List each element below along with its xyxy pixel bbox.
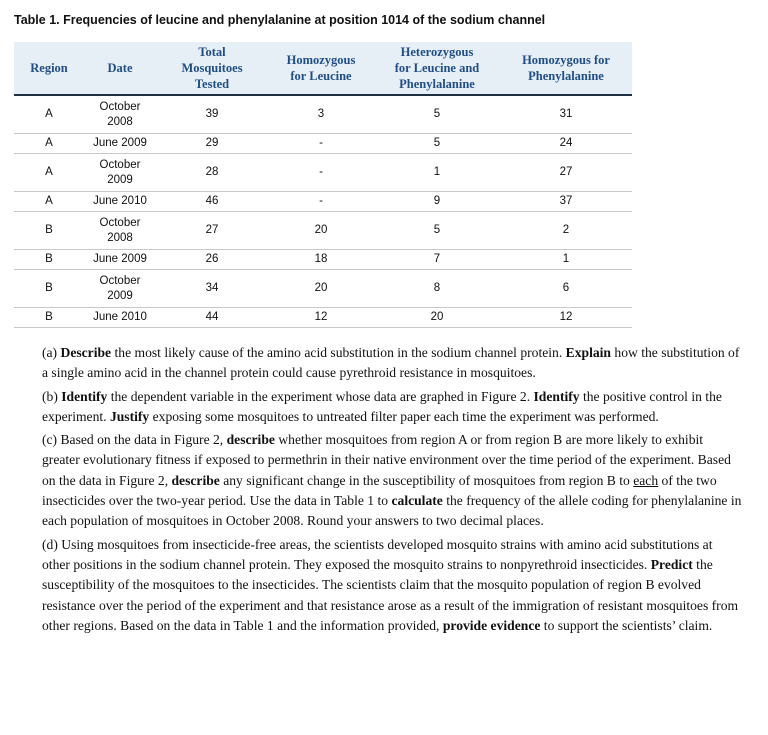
cell-homozygous-leucine: -: [268, 134, 374, 154]
cell-homozygous-leucine: 12: [268, 308, 374, 328]
table-row: [14, 134, 632, 154]
table-header-row: [14, 42, 632, 95]
cell-heterozygous: 7: [374, 250, 500, 270]
cell-homozygous-phenylalanine: 31: [500, 95, 632, 134]
header-heterozygous: Heterozygous for Leucine and Phenylalanine: [374, 42, 500, 95]
questions-section: [42, 343, 742, 639]
cell-homozygous-leucine: 20: [268, 270, 374, 308]
cell-heterozygous: 5: [374, 134, 500, 154]
cell-region: A: [14, 95, 84, 134]
question-a: (a) Describe the most likely cause of the amino acid substitution in the sodium channel protein. Explain how the substitution of a single amino acid in the channel protein could cause pyrethroid resistance in mosquitoes.: [42, 345, 740, 381]
cell-heterozygous: 8: [374, 270, 500, 308]
cell-homozygous-phenylalanine: 24: [500, 134, 632, 154]
cell-date: June 2010: [84, 192, 156, 212]
cell-date: June 2010: [84, 308, 156, 328]
cell-region: A: [14, 134, 84, 154]
cell-total: 34: [156, 270, 268, 308]
question-d: (d) Using mosquitoes from insecticide-free areas, the scientists developed mosquito strains with amino acid substitutions at other positions in the sodium channel protein. They exposed the mosquito strains to nonpyrethroid insecticides. Predict the susceptibility of the mosquitoes to the insecticides. The scientists claim that the mosquito population of region B evolved resistance over the period of the experiment and that resistance arose as a result of the immigration of resistant mosquitoes from other regions. Based on the data in Table 1 and the information provided, provide evidence to support the scientists’ claim.: [42, 536, 739, 633]
cell-region: B: [14, 250, 84, 270]
cell-region: B: [14, 308, 84, 328]
cell-homozygous-phenylalanine: 12: [500, 308, 632, 328]
table-row: [14, 212, 632, 250]
header-date: Date: [84, 42, 156, 95]
cell-total: 28: [156, 154, 268, 192]
cell-heterozygous: 5: [374, 212, 500, 250]
header-homozygous-leucine: Homozygous for Leucine: [268, 42, 374, 95]
cell-heterozygous: 5: [374, 95, 500, 134]
cell-date: October 2008: [84, 95, 156, 134]
header-region: Region: [14, 42, 84, 95]
table-row: [14, 154, 632, 192]
cell-homozygous-phenylalanine: 1: [500, 250, 632, 270]
cell-heterozygous: 20: [374, 308, 500, 328]
cell-heterozygous: 9: [374, 192, 500, 212]
table-row: [14, 308, 632, 328]
table-row: [14, 95, 632, 134]
table-title: Table 1. Frequencies of leucine and phenylalanine at position 1014 of the sodium channel: [14, 13, 546, 27]
cell-date: October 2008: [84, 212, 156, 250]
table-row: [14, 250, 632, 270]
question-c: (c) Based on the data in Figure 2, describe whether mosquitoes from region A or from region B are more likely to exhibit greater evolutionary fitness if exposed to permethrin in their native environment over the time period of the experiment. Based on the data in Figure 2, describe any significant change in the susceptibility of mosquitoes from region B to each of the two insecticides over the two-year period. Use the data in Table 1 to calculate the frequency of the allele coding for phenylalanine in each population of mosquitoes in October 2008. Round your answers to two decimal places.: [42, 432, 742, 529]
cell-homozygous-phenylalanine: 2: [500, 212, 632, 250]
question-b: (b) Identify the dependent variable in the experiment whose data are graphed in Figure 2. Identify the positive control in the experiment. Justify exposing some mosquitoes to untreated filter paper each time the experiment was performed.: [42, 388, 722, 424]
cell-homozygous-leucine: 3: [268, 95, 374, 134]
cell-total: 27: [156, 212, 268, 250]
table-row: [14, 270, 632, 308]
header-homozygous-phenylalanine: Homozygous for Phenylalanine: [500, 42, 632, 95]
table-row: [14, 192, 632, 212]
cell-homozygous-leucine: -: [268, 154, 374, 192]
cell-homozygous-phenylalanine: 37: [500, 192, 632, 212]
cell-region: B: [14, 270, 84, 308]
cell-date: June 2009: [84, 134, 156, 154]
cell-heterozygous: 1: [374, 154, 500, 192]
cell-date: October 2009: [84, 154, 156, 192]
cell-total: 29: [156, 134, 268, 154]
header-total-tested: Total Mosquitoes Tested: [156, 42, 268, 95]
cell-region: B: [14, 212, 84, 250]
cell-homozygous-leucine: -: [268, 192, 374, 212]
cell-region: A: [14, 154, 84, 192]
cell-homozygous-phenylalanine: 6: [500, 270, 632, 308]
cell-homozygous-leucine: 20: [268, 212, 374, 250]
cell-total: 44: [156, 308, 268, 328]
cell-date: October 2009: [84, 270, 156, 308]
cell-homozygous-phenylalanine: 27: [500, 154, 632, 192]
cell-total: 26: [156, 250, 268, 270]
cell-date: June 2009: [84, 250, 156, 270]
cell-total: 46: [156, 192, 268, 212]
frequency-table: [14, 42, 632, 328]
cell-total: 39: [156, 95, 268, 134]
cell-homozygous-leucine: 18: [268, 250, 374, 270]
cell-region: A: [14, 192, 84, 212]
